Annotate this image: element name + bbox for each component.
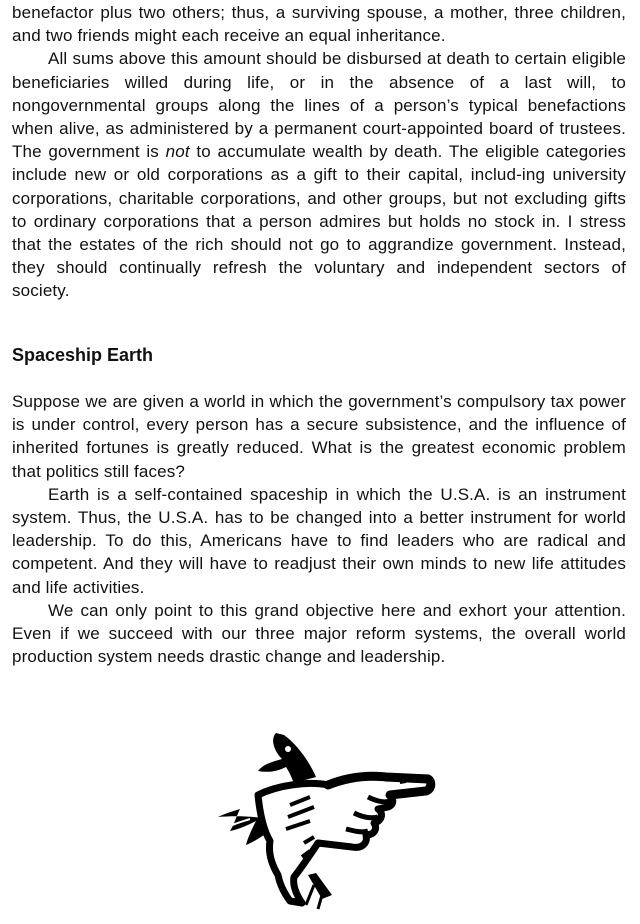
paragraph-disbursement-part2: to accumulate wealth by death. The eligible categories include new or old corporations as a gift to their capital, includ-ing university corporations, charitable corporations, and other groups, but not excluding gifts to ordinary corporations that a person admires but holds no stock in. I stress that the estates of the rich should not go to aggrandize government. Instead, they should continually refresh the voluntary and independent sectors of society. [12, 142, 626, 301]
paragraph-disbursement-part1: All sums above this amount should be disbursed at death to certain eligible beneficiaries willed during life, or in the absence of a last will, to nongovernmental groups along the lines of a person’s typical benefactions when alive, as administered by a permanent court-appointed board of trustees. The government is [12, 49, 626, 162]
paragraph-disbursement [12, 47, 626, 302]
paragraph-grand-objective: We can only point to this grand objective here and exhort your attention. Even if we succeed with our three major reform systems, the overall world production system needs drastic change and leadership. [12, 600, 626, 667]
pointing-hand-bird-icon [218, 725, 438, 910]
paragraph-inheritance-continuation: benefactor plus two others; thus, a surviving spouse, a mother, three children, and two friends might each receive an equal inheritance. [12, 3, 626, 46]
paragraph-suppose: Suppose we are given a world in which the government’s compulsory tax power is under control, every person has a secure subsistence, and the influence of inherited fortunes is greatly reduced. What is the greatest economic problem that politics still faces? [12, 392, 626, 481]
section-heading-spaceship-earth: Spaceship Earth [12, 345, 154, 365]
section-body [12, 390, 626, 668]
document-page [12, 0, 626, 667]
paragraph-disbursement-emphasis: not [165, 142, 190, 162]
paragraph-earth-spaceship: Earth is a self-contained spaceship in which the U.S.A. is an instrument system. Thus, the U.S.A. has to be changed into a better instrument for world leadership. To do this, Americans have to find leaders who are radical and competent. And they will have to readjust their own minds to new life attitudes and life activities. [12, 484, 626, 597]
